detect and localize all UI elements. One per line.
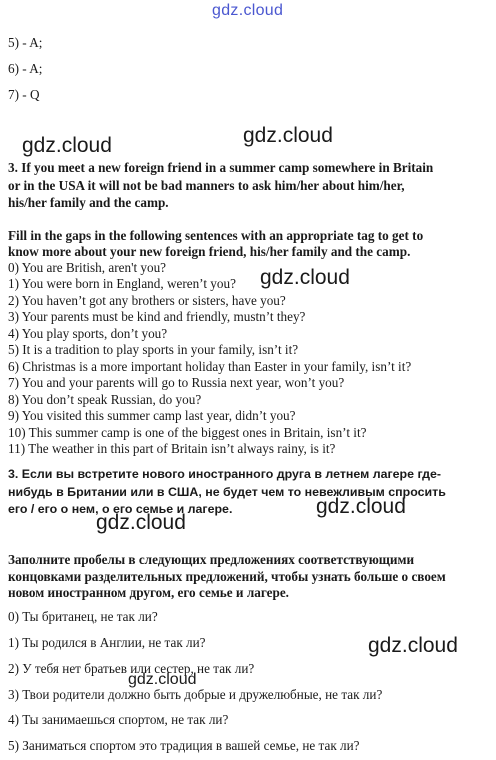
task3-en-heading-line: his/her family and the camp. [8, 195, 169, 210]
watermark: gdz.cloud [22, 134, 112, 157]
sentence-ru-5: 5) Заниматься спортом это традиция в вашей семье, не так ли? [8, 738, 360, 753]
task3-ru-heading-line: 3. Если вы встретите нового иностранного друга в летнем лагере где- [8, 467, 442, 481]
answer-7: 7) - Q [8, 87, 40, 102]
sentence-en-9: 9) You visited this summer camp last year, didn’t you? [8, 408, 296, 423]
watermark: gdz.cloud [368, 634, 458, 657]
task3-en-heading-line: 3. If you meet a new foreign friend in a summer camp somewhere in Britain [8, 160, 434, 175]
task3-ru-heading-line: нибудь в Британии или в США, не будет чем то невежливым спросить [8, 485, 446, 499]
watermark: gdz.cloud [260, 266, 350, 289]
sentence-en-7: 7) You and your parents will go to Russia next year, won’t you? [8, 375, 345, 390]
watermark: gdz.cloud [96, 511, 186, 534]
task3-en-instruction-line: know more about your new foreign friend, his/her family and the camp. [8, 244, 411, 259]
sentence-en-0: 0) You are British, aren't you? [8, 260, 167, 275]
watermark-top: gdz.cloud [212, 2, 284, 19]
watermark: gdz.cloud [316, 495, 406, 518]
sentence-en-5: 5) It is a tradition to play sports in your family, isn’t it? [8, 342, 299, 357]
task3-ru-instruction-line: концовками разделительных предложений, чтобы узнать больше о своем [8, 569, 446, 584]
sentence-en-4: 4) You play sports, don’t you? [8, 326, 168, 341]
watermark: gdz.cloud [128, 671, 197, 688]
answer-5: 5) - A; [8, 35, 43, 50]
sentence-ru-2: 2) У тебя нет братьев или сестер, не так ли? [8, 661, 255, 676]
sentence-en-1: 1) You were born in England, weren’t you? [8, 276, 236, 291]
sentence-ru-1: 1) Ты родился в Англии, не так ли? [8, 635, 206, 650]
task3-en-instruction-line: Fill in the gaps in the following sentences with an appropriate tag to get to [8, 228, 424, 243]
task3-ru-instruction-line: Заполните пробелы в следующих предложениях соответствующими [8, 552, 415, 567]
sentence-en-3: 3) Your parents must be kind and friendly, mustn’t they? [8, 309, 306, 324]
sentence-ru-3: 3) Твои родители должно быть добрые и дружелюбные, не так ли? [8, 687, 383, 702]
sentence-en-10: 10) This summer camp is one of the biggest ones in Britain, isn’t it? [8, 425, 367, 440]
sentence-ru-4: 4) Ты занимаешься спортом, не так ли? [8, 712, 229, 727]
task3-en-heading-line: or in the USA it will not be bad manners to ask him/her about him/her, [8, 178, 405, 193]
sentence-en-2: 2) You haven’t got any brothers or sisters, have you? [8, 293, 286, 308]
sentence-ru-0: 0) Ты британец, не так ли? [8, 609, 158, 624]
watermark: gdz.cloud [243, 124, 333, 147]
task3-ru-instruction-line: новом иностранном другом, его семье и лагере. [8, 585, 289, 600]
sentence-en-11: 11) The weather in this part of Britain isn’t always rainy, is it? [8, 441, 336, 456]
sentence-en-8: 8) You don’t speak Russian, do you? [8, 392, 202, 407]
task3-ru-heading-line: его / его о нем, о его семье и лагере. [8, 502, 233, 516]
sentence-en-6: 6) Christmas is a more important holiday than Easter in your family, isn’t it? [8, 359, 412, 374]
answer-6: 6) - A; [8, 61, 43, 76]
